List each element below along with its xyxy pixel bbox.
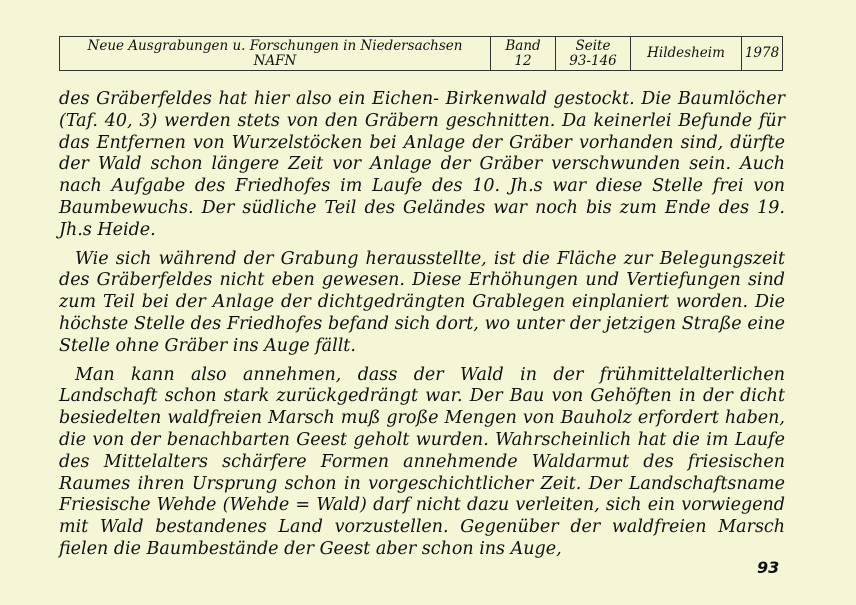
seite-label: Seite xyxy=(575,37,611,54)
band-cell xyxy=(491,37,556,71)
paragraph-2: Wie sich während der Grabung herausstellte, ist die Fläche zur Belegungszeit des Gräberfeldes nicht eben gewesen. Diese Erhöhungen und Vertiefungen sind zum Teil bei der Anlage der dichtgedrängten Grablegen einplaniert worden. Die höchste Stelle des Friedhofes befand sich dort, wo unter der jetzigen Straße eine Stelle ohne Gräber ins Auge fällt. xyxy=(59,248,785,356)
citation-header-table xyxy=(59,36,783,71)
band-label: Band xyxy=(505,37,541,54)
year-value: 1978 xyxy=(744,45,780,61)
seite-cell xyxy=(556,37,631,71)
body-text xyxy=(59,89,785,561)
place-value: Hildesheim xyxy=(647,45,725,61)
paragraph-1: des Gräberfeldes hat hier also ein Eichen- Birkenwald gestockt. Die Baumlöcher (Taf. 40, 3) werden stets von den Gräbern geschnitten. Da keinerlei Befunde für das Entfernen von Wurzelstöcken bei Anlage der Gräber vorhanden sind, dürfte der Wald schon längere Zeit vor Anlage der Gräber verschwunden sein. Auch nach Aufgabe des Friedhofes im Laufe des 10. Jh.s war diese Stelle frei von Baumbewuchs. Der südliche Teil des Geländes war noch bis zum Ende des 19. Jh.s Heide. xyxy=(59,89,785,240)
year-cell xyxy=(742,37,783,71)
band-value: 12 xyxy=(514,52,532,69)
series-cell xyxy=(60,37,491,71)
page-number: 93 xyxy=(757,558,780,577)
series-abbreviation: NAFN xyxy=(253,52,297,69)
seite-value: 93-146 xyxy=(569,52,617,69)
paragraph-3: Man kann also annehmen, dass der Wald in der frühmittelalterlichen Landschaft schon stark zurückgedrängt war. Der Bau von Gehöften in der dicht besiedelten waldfreien Marsch muß große Mengen von Bauholz erfordert haben, die von der benachbarten Geest geholt wurden. Wahrscheinlich hat die im Laufe des Mittelalters schärfere Formen annehmende Waldarmut des friesischen Raumes ihren Ursprung schon in vorgeschichtlicher Zeit. Der Landschaftsname Friesische Wehde (Wehde = Wald) darf nicht dazu verleiten, sich ein vorwiegend mit Wald bestandenes Land vorzustellen. Gegenüber der waldfreien Marsch fielen die Baumbestände der Geest aber schon ins Auge, xyxy=(59,364,785,559)
place-cell xyxy=(631,37,742,71)
series-title: Neue Ausgrabungen u. Forschungen in Niedersachsen xyxy=(87,37,463,54)
